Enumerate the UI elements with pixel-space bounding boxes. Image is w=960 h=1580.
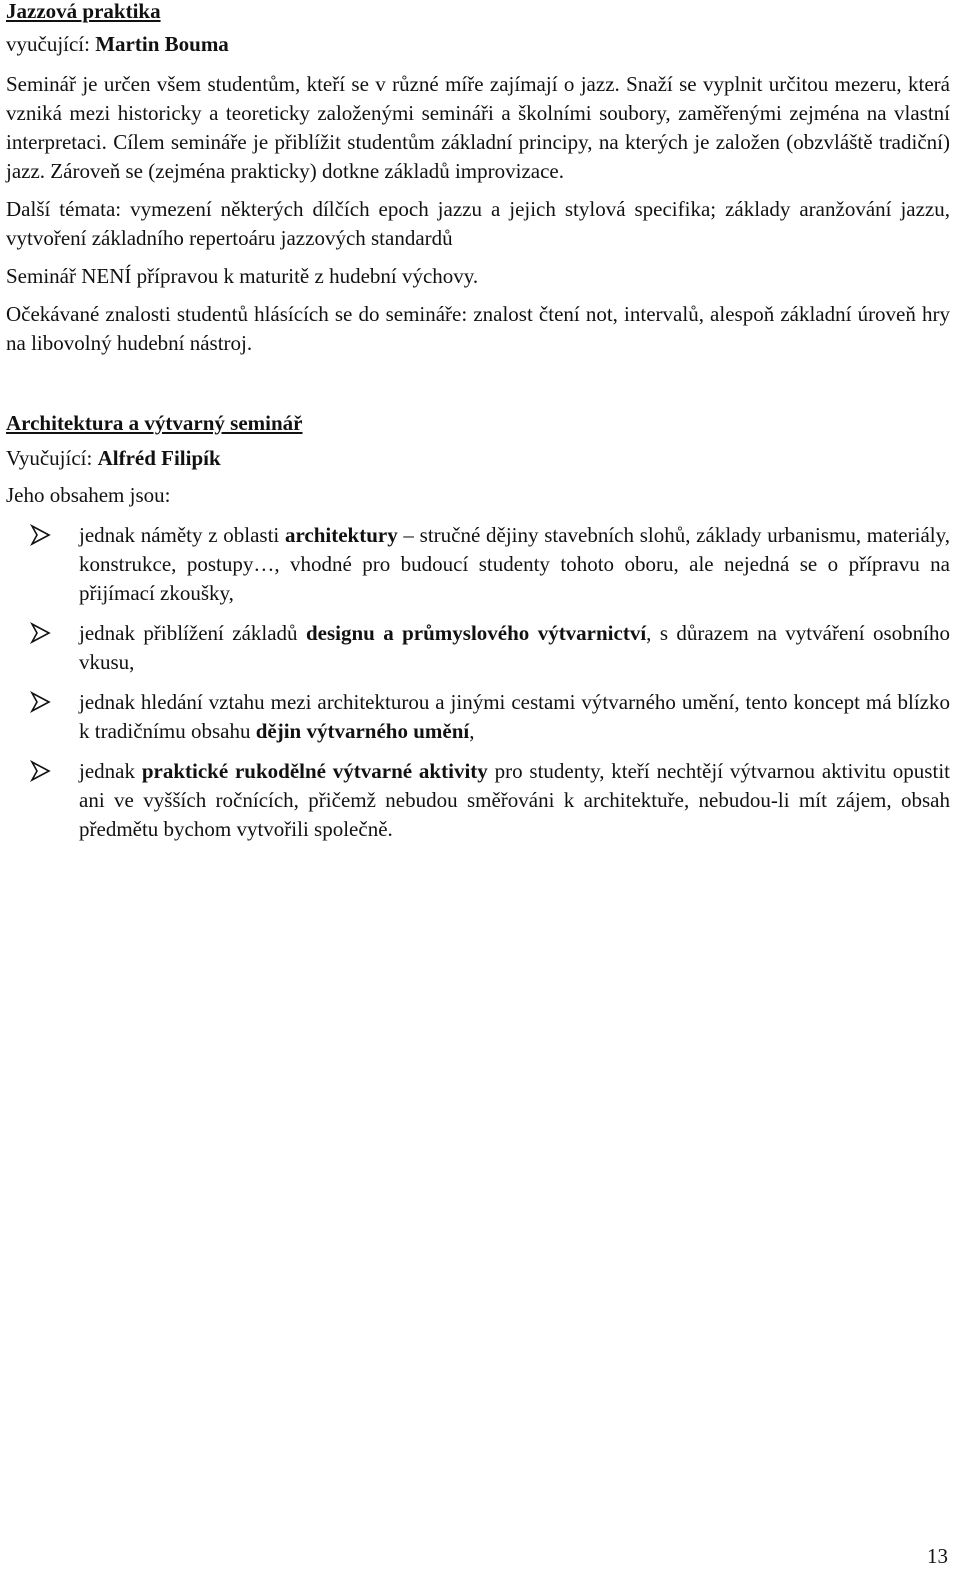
bullet-text-bold: dějin výtvarného umění (255, 719, 470, 743)
list-item (6, 688, 950, 746)
paragraph-topics: Další témata: vymezení některých dílčích epoch jazzu a jejich stylová specifika; základy aranžování jazzu, vytvoření základního repertoáru jazzových standardů (6, 197, 950, 250)
teacher-label: Vyučující: (6, 446, 98, 470)
bullet-text-bold: praktické rukodělné výtvarné aktivity (141, 759, 488, 783)
bullet-text-before: jednak přiblížení základů (79, 621, 306, 645)
section-title-jazz: Jazzová praktika (6, 0, 161, 23)
teacher-label: vyučující: (6, 32, 96, 56)
paragraph-intro: Seminář je určen všem studentům, kteří se v různé míře zajímají o jazz. Snaží se vyplnit určitou mezeru, která vzniká mezi historicky a teoreticky založenými semináři a školními soubory, zaměřenými zejména na vlastní interpretaci. Cílem semináře je přiblížit studentům základní principy, na kterých je založen (obzvláště tradiční) jazz. Zároveň se (zejména prakticky) dotkne základů improvizace. (6, 72, 950, 183)
paragraph-expected-knowledge: Očekávané znalosti studentů hlásících se do semináře: znalost čtení not, intervalů, alespoň základní úroveň hry na libovolný hudební nástroj. (6, 302, 950, 355)
bullet-text-after: – stručné dějiny stavebních slohů, základy urbanismu, materiály, konstrukce, postupy…, vhodné pro budoucí studenty tohoto oboru, ale nejedná se o přípravu na přijímací zkoušky, (79, 523, 950, 605)
teacher-name: Alfréd Filipík (97, 446, 221, 470)
content-bullet-list (6, 521, 950, 844)
section-architecture (6, 412, 950, 844)
list-item (6, 757, 950, 844)
arrowhead-bullet-icon (28, 523, 52, 547)
arrowhead-bullet-icon (28, 690, 52, 714)
teacher-name: Martin Bouma (95, 32, 229, 56)
section-jazz (6, 0, 950, 358)
bullet-text-after: pro studenty, kteří nechtějí výtvarnou aktivitu opustit ani ve vyšších ročnících, přičemž nebudou směřováni k architektuře, nebudou-li mít zájem, obsah předmětu bychom vytvořili společně. (79, 759, 950, 841)
bullet-text-before: jednak hledání vztahu mezi architekturou a jinými cestami výtvarného umění, tento koncept má blízko k tradičnímu obsahu (79, 690, 950, 743)
bullet-text-after: , s důrazem na vytváření osobního vkusu, (79, 621, 951, 674)
content-intro: Jeho obsahem jsou: (6, 483, 171, 507)
paragraph-not-maturita: Seminář NENÍ přípravou k maturitě z hudební výchovy. (6, 264, 479, 288)
bullet-text-before: jednak náměty z oblasti (79, 523, 285, 547)
bullet-text-after: , (469, 719, 475, 743)
teacher-line-architecture (6, 444, 950, 473)
section-title-architecture: Architektura a výtvarný seminář (6, 411, 303, 435)
bullet-text-bold: designu a průmyslového výtvarnictví (305, 621, 647, 645)
bullet-text-bold: architektury (284, 523, 398, 547)
document-page (6, 0, 950, 855)
teacher-line-jazz (6, 30, 950, 59)
list-item (6, 521, 950, 608)
page-number: 13 (927, 1544, 948, 1568)
bullet-text-before: jednak (79, 759, 142, 783)
list-item (6, 619, 950, 677)
arrowhead-bullet-icon (28, 621, 52, 645)
arrowhead-bullet-icon (28, 759, 52, 783)
